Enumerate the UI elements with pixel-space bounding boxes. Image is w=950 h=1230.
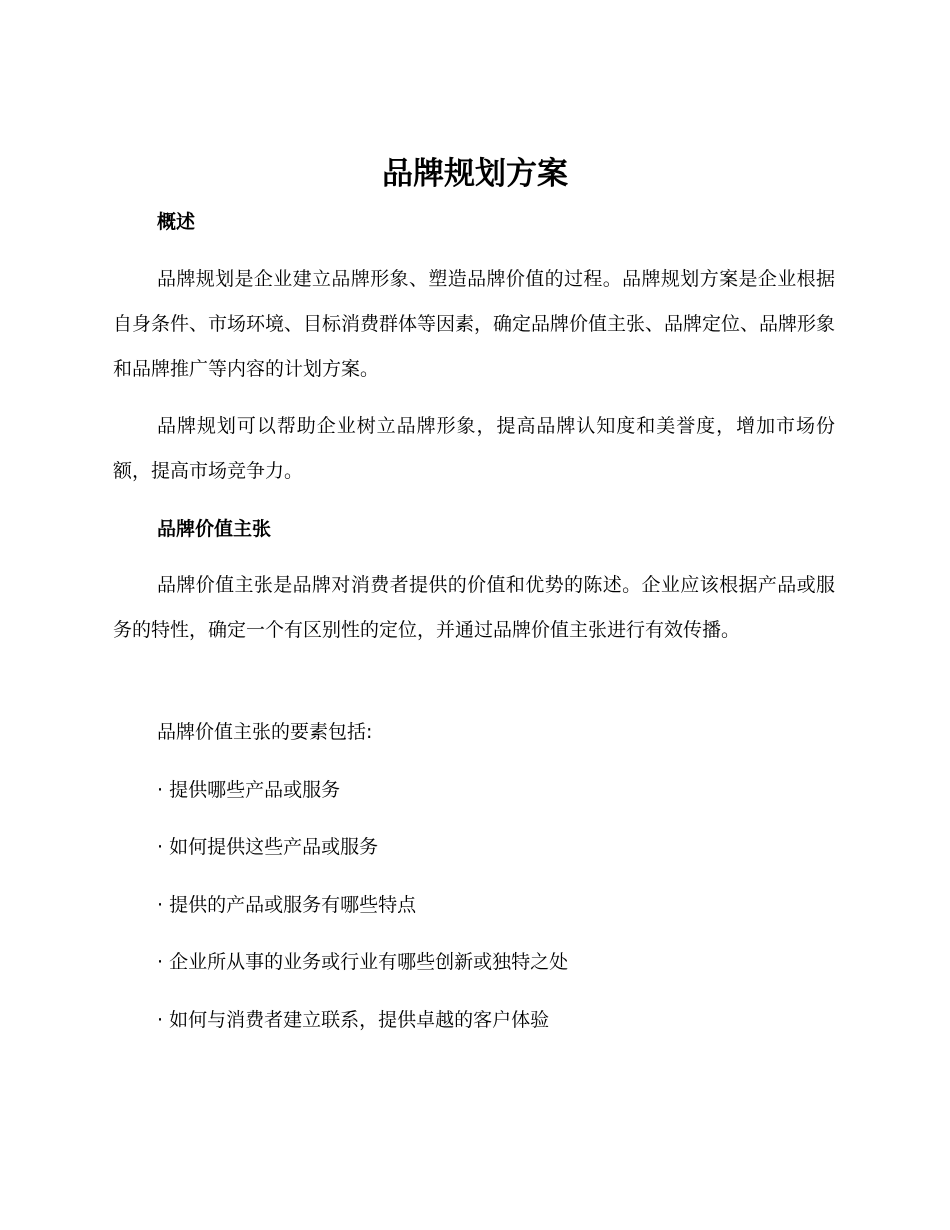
- list-intro: 品牌价值主张的要素包括:: [157, 721, 373, 743]
- list-item: · 如何与消费者建立联系，提供卓越的客户体验: [157, 1009, 550, 1031]
- list-item: · 提供的产品或服务有哪些特点: [157, 894, 417, 916]
- overview-paragraph-2: 品牌规划可以帮助企业树立品牌形象，提高品牌认知度和美誉度，增加市场份额，提高市场竞争力。: [113, 415, 835, 482]
- section-heading-overview: 概述: [157, 211, 196, 233]
- value-proposition-paragraph: 品牌价值主张是品牌对消费者提供的价值和优势的陈述。企业应该根据产品或服务的特性，确定一个有区别性的定位，并通过品牌价值主张进行有效传播。: [113, 574, 835, 641]
- overview-paragraph-1: 品牌规划是企业建立品牌形象、塑造品牌价值的过程。品牌规划方案是企业根据自身条件、市场环境、目标消费群体等因素，确定品牌价值主张、品牌定位、品牌形象和品牌推广等内容的计划方案。: [113, 268, 836, 380]
- list-item: · 提供哪些产品或服务: [157, 779, 341, 801]
- list-item: · 如何提供这些产品或服务: [157, 836, 379, 858]
- list-item: · 企业所从事的业务或行业有哪些创新或独特之处: [157, 951, 569, 973]
- section-heading-value-proposition: 品牌价值主张: [157, 518, 272, 540]
- document-title: 品牌规划方案: [382, 156, 568, 192]
